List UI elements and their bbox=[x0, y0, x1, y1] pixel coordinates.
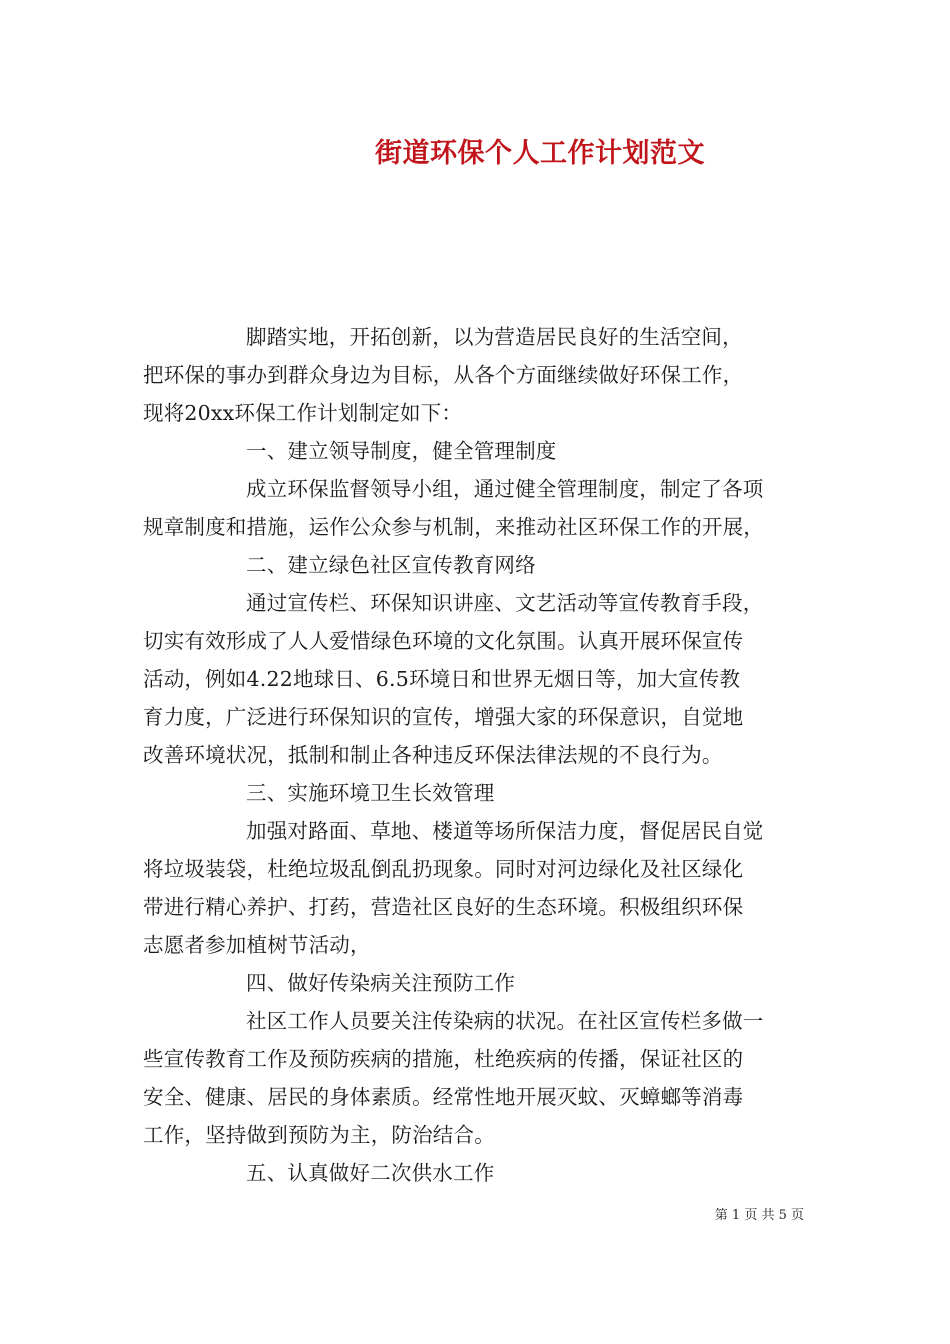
paragraph-line: 些宣传教育工作及预防疾病的措施，杜绝疾病的传播，保证社区的 bbox=[143, 1047, 744, 1071]
section-heading: 三、实施环境卫生长效管理 bbox=[246, 781, 495, 805]
paragraph-line: 将垃圾装袋，杜绝垃圾乱倒乱扔现象。同时对河边绿化及社区绿化 bbox=[143, 857, 744, 881]
paragraph-line: 加强对路面、草地、楼道等场所保洁力度，督促居民自觉 bbox=[246, 819, 764, 843]
document-title: 街道环保个人工作计划范文 bbox=[375, 138, 705, 169]
paragraph-line: 改善环境状况，抵制和制止各种违反环保法律法规的不良行为。 bbox=[143, 743, 723, 767]
section-heading: 四、做好传染病关注预防工作 bbox=[246, 971, 516, 995]
paragraph-line: 活动，例如4.22地球日、6.5环境日和世界无烟日等，加大宣传教 bbox=[143, 667, 741, 691]
paragraph-line: 把环保的事办到群众身边为目标，从各个方面继续做好环保工作， bbox=[143, 363, 744, 387]
paragraph-line: 通过宣传栏、环保知识讲座、文艺活动等宣传教育手段， bbox=[246, 591, 764, 615]
paragraph-line: 脚踏实地，开拓创新，以为营造居民良好的生活空间， bbox=[246, 325, 743, 349]
paragraph-line: 志愿者参加植树节活动， bbox=[143, 933, 371, 957]
paragraph-line: 切实有效形成了人人爱惜绿色环境的文化氛围。认真开展环保宣传 bbox=[143, 629, 744, 653]
section-heading: 五、认真做好二次供水工作 bbox=[246, 1161, 495, 1185]
section-heading: 一、建立领导制度，健全管理制度 bbox=[246, 439, 557, 463]
paragraph-line: 带进行精心养护、打药，营造社区良好的生态环境。积极组织环保 bbox=[143, 895, 744, 919]
paragraph-line: 现将20xx环保工作计划制定如下： bbox=[143, 401, 463, 425]
paragraph-line: 工作，坚持做到预防为主，防治结合。 bbox=[143, 1123, 495, 1147]
paragraph-line: 成立环保监督领导小组，通过健全管理制度，制定了各项 bbox=[246, 477, 764, 501]
page-number: 第 1 页 共 5 页 bbox=[714, 1208, 804, 1223]
section-heading: 二、建立绿色社区宣传教育网络 bbox=[246, 553, 536, 577]
paragraph-line: 安全、健康、居民的身体素质。经常性地开展灭蚊、灭蟑螂等消毒 bbox=[143, 1085, 744, 1109]
paragraph-line: 社区工作人员要关注传染病的状况。在社区宣传栏多做一 bbox=[246, 1009, 764, 1033]
paragraph-line: 育力度，广泛进行环保知识的宣传，增强大家的环保意识，自觉地 bbox=[143, 705, 744, 729]
paragraph-line: 规章制度和措施，运作公众参与机制，来推动社区环保工作的开展， bbox=[143, 515, 764, 539]
